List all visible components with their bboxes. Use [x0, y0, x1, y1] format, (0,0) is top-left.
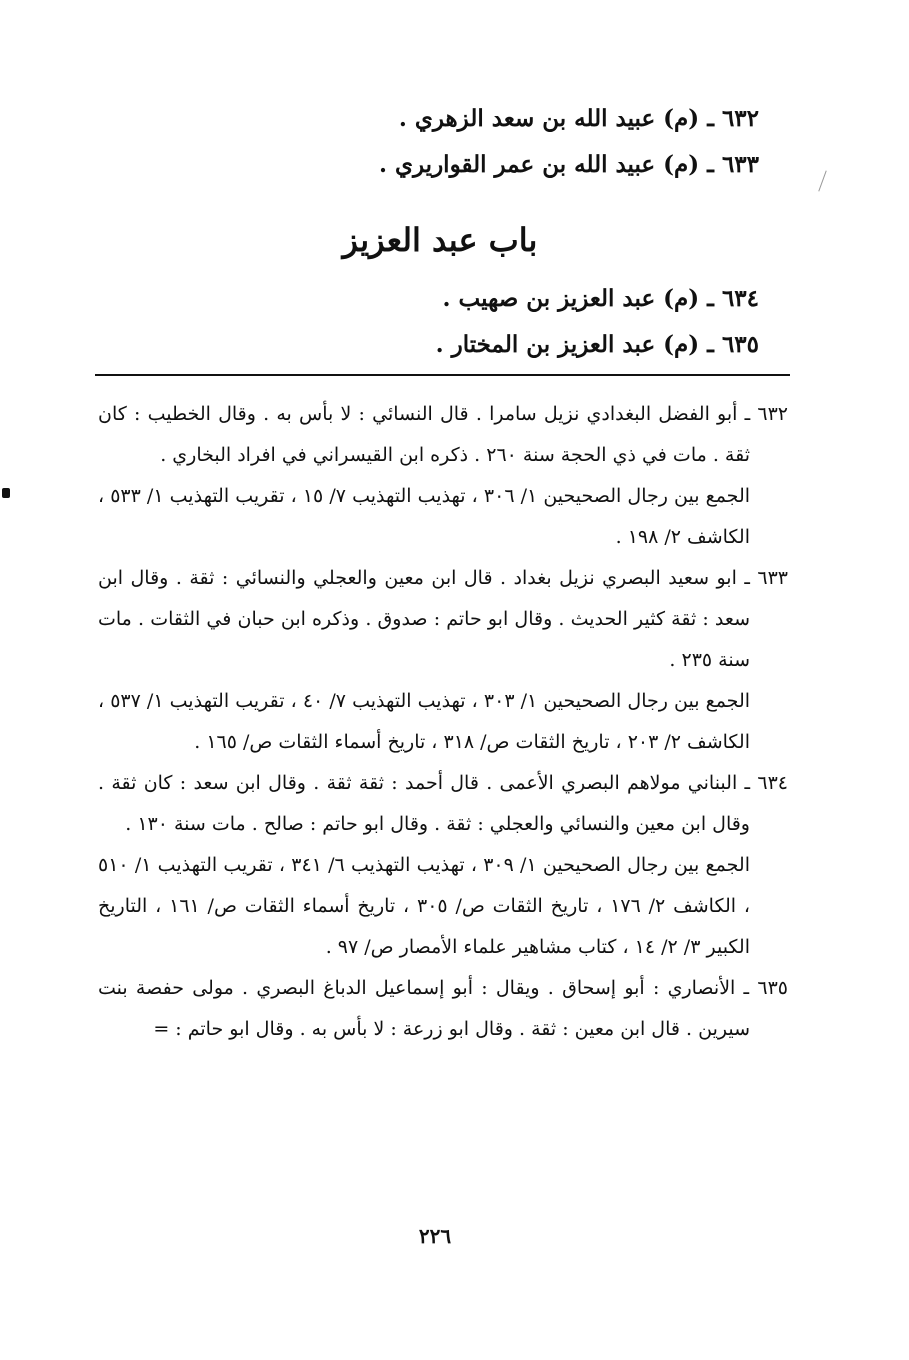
entries-list-section — [139, 276, 759, 368]
entry-632: ٦٣٢ ـ (م) عبيد الله بن سعد الزهري . — [398, 105, 759, 132]
section-heading: باب عبد العزيز — [342, 221, 538, 259]
stray-pen-stroke — [818, 170, 826, 191]
note-632-bio: ٦٣٢ ـ أبو الفضل البغدادي نزيل سامرا . قال النسائي : لا بأس به . وقال الخطيب : كان ثقة . مات في ذي الحجة سنة ٢٦٠ . ذكره ابن القيسراني في افراد البخاري . — [98, 403, 788, 466]
note-634-sources: الجمع بين رجال الصحيحين ١/ ٣٠٩ ، تهذيب التهذيب ٦/ ٣٤١ ، تقريب التهذيب ١/ ٥١٠ ، الكاشف ٢/ ١٧٦ ، تاريخ الثقات ص/ ٣٠٥ ، تاريخ أسماء الثقات ص/ ١٦١ ، التاريخ الكبير ٣/ ٢/ ١٤ ، كتاب مشاهير علماء الأمصار ص/ ٩٧ . — [98, 854, 750, 958]
margin-mark — [2, 488, 10, 498]
entry-635: ٦٣٥ ـ (م) عبد العزيز بن المختار . — [435, 331, 759, 358]
page-number: ٢٢٦ — [418, 1224, 452, 1248]
note-633-sources: الجمع بين رجال الصحيحين ١/ ٣٠٣ ، تهذيب التهذيب ٧/ ٤٠ ، تقريب التهذيب ١/ ٥٣٧ ، الكاشف ٢/ ٢٠٣ ، تاريخ الثقات ص/ ٣١٨ ، تاريخ أسماء الثقات ص/ ١٦٥ . — [98, 690, 751, 753]
footnote-divider — [95, 374, 790, 376]
entries-list-top — [139, 96, 759, 188]
footnotes — [98, 394, 788, 1050]
entry-634: ٦٣٤ ـ (م) عبد العزيز بن صهيب . — [442, 285, 759, 312]
note-632-sources: الجمع بين رجال الصحيحين ١/ ٣٠٦ ، تهذيب التهذيب ٧/ ١٥ ، تقريب التهذيب ١/ ٥٣٣ ، الكاشف ٢/ ١٩٨ . — [98, 485, 751, 548]
note-634-bio: ٦٣٤ ـ البناني مولاهم البصري الأعمى . قال أحمد : ثقة ثقة . وقال ابن سعد : كان ثقة . وقال ابن معين والنسائي والعجلي : ثقة . وقال ابو حاتم : صالح . مات سنة ١٣٠ . — [98, 772, 788, 835]
entry-633: ٦٣٣ ـ (م) عبيد الله بن عمر القواريري . — [378, 151, 759, 178]
note-635-bio: ٦٣٥ ـ الأنصاري : أبو إسحاق . ويقال : أبو إسماعيل الدباغ البصري . مولى حفصة بنت سيرين . قال ابن معين : ثقة . وقال ابو زرعة : لا بأس به . وقال ابو حاتم : = — [98, 977, 788, 1040]
note-633-bio: ٦٣٣ ـ ابو سعيد البصري نزيل بغداد . قال ابن معين والعجلي والنسائي : ثقة . وقال ابن سعد : ثقة كثير الحديث . وقال ابو حاتم : صدوق . وذكره ابن حبان في الثقات . مات سنة ٢٣٥ . — [98, 567, 788, 671]
